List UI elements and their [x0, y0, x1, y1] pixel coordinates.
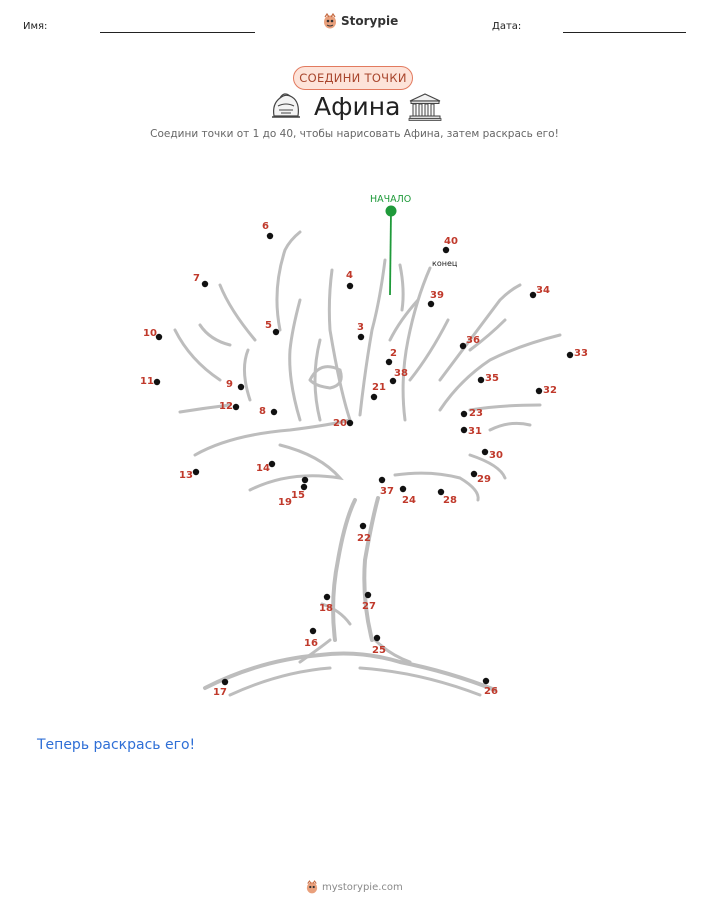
date-label: Дата: — [492, 21, 522, 32]
page-title: Афина — [314, 92, 401, 121]
dot-2 — [386, 359, 392, 365]
dot-37 — [379, 477, 385, 483]
dot-number-31: 31 — [468, 426, 482, 437]
footer — [306, 880, 403, 894]
dot-number-17: 17 — [213, 687, 227, 698]
dot-30 — [482, 449, 488, 455]
dot-3 — [358, 334, 364, 340]
dot-39 — [428, 301, 434, 307]
dot-number-30: 30 — [489, 450, 503, 461]
dot-number-12: 12 — [219, 401, 233, 412]
dot-number-18: 18 — [319, 603, 333, 614]
dot-number-19: 19 — [278, 497, 292, 508]
dot-9 — [238, 384, 244, 390]
dot-26 — [483, 678, 489, 684]
dot-number-33: 33 — [574, 348, 588, 359]
dot-number-39: 39 — [430, 290, 444, 301]
dot-5 — [273, 329, 279, 335]
dot-number-14: 14 — [256, 463, 270, 474]
dot-number-20: 20 — [333, 418, 347, 429]
dot-number-11: 11 — [140, 376, 154, 387]
dot-21 — [371, 394, 377, 400]
dot-number-34: 34 — [536, 285, 550, 296]
dot-number-10: 10 — [143, 328, 157, 339]
dot-22 — [360, 523, 366, 529]
brand-name: Storypie — [341, 14, 399, 28]
dot-number-40: 40 — [444, 236, 458, 247]
dot-13 — [193, 469, 199, 475]
instructions: Соедини точки от 1 до 40, чтобы нарисовать Афина, затем раскрась его! — [150, 128, 559, 140]
dot-33 — [567, 352, 573, 358]
dot-23 — [461, 411, 467, 417]
dot-number-7: 7 — [193, 273, 200, 284]
dot-number-16: 16 — [304, 638, 318, 649]
dot-31 — [461, 427, 467, 433]
dot-number-3: 3 — [357, 322, 364, 333]
dot-12 — [233, 404, 239, 410]
dot-number-35: 35 — [485, 373, 499, 384]
dot-number-2: 2 — [390, 348, 397, 359]
dots-layer — [140, 221, 588, 698]
name-label: Имя: — [23, 21, 48, 32]
dot-number-15: 15 — [291, 490, 305, 501]
dot-40 — [443, 247, 449, 253]
dot-number-21: 21 — [372, 382, 386, 393]
dot-number-5: 5 — [265, 320, 272, 331]
dot-number-25: 25 — [372, 645, 386, 656]
dot-32 — [536, 388, 542, 394]
dot-number-26: 26 — [484, 686, 498, 697]
start-label: НАЧАЛО — [370, 194, 412, 205]
dot-number-24: 24 — [402, 495, 416, 506]
activity-badge: СОЕДИНИ ТОЧКИ — [293, 66, 413, 90]
color-it-prompt: Теперь раскрась его! — [37, 737, 196, 753]
dot-15 — [302, 477, 308, 483]
dot-4 — [347, 283, 353, 289]
dot-18 — [324, 594, 330, 600]
dot-number-4: 4 — [346, 270, 353, 281]
dot-8 — [271, 409, 277, 415]
dot-11 — [154, 379, 160, 385]
dot-16 — [310, 628, 316, 634]
dot-number-37: 37 — [380, 486, 394, 497]
start-marker — [370, 194, 411, 295]
dot-number-22: 22 — [357, 533, 371, 544]
dot-number-13: 13 — [179, 470, 193, 481]
dot-number-23: 23 — [469, 408, 483, 419]
dot-number-27: 27 — [362, 601, 376, 612]
dot-number-32: 32 — [543, 385, 557, 396]
dot-number-38: 38 — [394, 368, 408, 379]
dot-number-9: 9 — [226, 379, 233, 390]
dot-number-8: 8 — [259, 406, 266, 417]
dot-27 — [365, 592, 371, 598]
footer-site: mystorypie.com — [322, 881, 403, 893]
start-dot — [386, 206, 397, 217]
dot-number-6: 6 — [262, 221, 269, 232]
dot-6 — [267, 233, 273, 239]
dot-number-36: 36 — [466, 335, 480, 346]
dot-25 — [374, 635, 380, 641]
tree-outline — [175, 232, 560, 695]
dot-number-28: 28 — [443, 495, 457, 506]
dot-24 — [400, 486, 406, 492]
dot-number-29: 29 — [477, 474, 491, 485]
storypie-logo-icon — [306, 880, 318, 894]
dot-20 — [347, 420, 353, 426]
dot-35 — [478, 377, 484, 383]
end-label: конец — [432, 259, 458, 268]
dot-19 — [301, 484, 307, 490]
dot-17 — [222, 679, 228, 685]
start-connector-line — [390, 211, 391, 295]
dot-7 — [202, 281, 208, 287]
